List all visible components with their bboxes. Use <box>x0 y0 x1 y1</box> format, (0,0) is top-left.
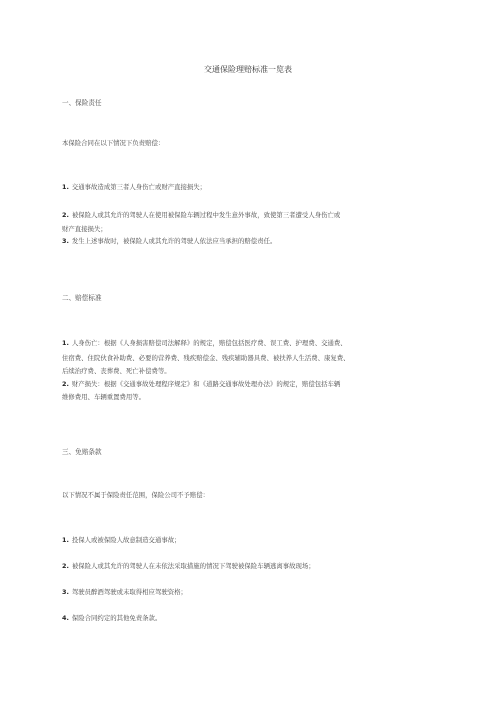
item-text: 被保险人或其允许的驾驶人在未依法采取措施的情况下驾驶被保险车辆逃离事故现场； <box>71 562 315 570</box>
section3-item-3 <box>62 588 187 597</box>
section-heading-3: 三、免赔条款 <box>62 448 102 456</box>
item-number: 1. <box>62 339 69 347</box>
section1-item-2 <box>62 211 340 220</box>
section2-item-2-cont: 维修费用、车辆重置费用等。 <box>62 393 146 401</box>
section3-intro: 以下情况不属于保险责任范围，保险公司不予赔偿： <box>62 491 209 499</box>
item-text: 投保人或被保险人故意制造交通事故； <box>71 536 181 544</box>
item-number: 4. <box>62 614 69 622</box>
item-number: 3. <box>62 237 69 245</box>
section2-item-1-cont-a: 住宿费、住院伙食补助费、必要的营养费、残疾赔偿金、残疾辅助器具费、被扶养人生活费、康复费、 <box>62 354 350 362</box>
item-text: 保险合同约定的其他免责条款。 <box>71 614 162 622</box>
item-text: 被保险人或其允许的驾驶人在使用被保险车辆过程中发生意外事故，致使第三者遭受人身伤亡或 <box>71 211 341 219</box>
item-text: 交通事故造成第三者人身伤亡或财产直接损失； <box>71 183 207 191</box>
section2-item-1-cont-b: 后续治疗费、丧葬费、死亡补偿费等。 <box>62 367 171 375</box>
section1-item-1 <box>62 183 206 192</box>
item-number: 2. <box>62 562 69 570</box>
document-title: 交通保险理赔标准一览表 <box>204 65 292 74</box>
item-number: 3. <box>62 588 69 596</box>
section3-item-4 <box>62 614 161 623</box>
section2-item-2 <box>62 380 340 389</box>
section3-item-1 <box>62 536 181 545</box>
section1-item-2-cont: 财产直接损失； <box>62 225 107 233</box>
section2-item-1 <box>62 339 347 348</box>
item-text: 人身伤亡：根据《人身损害赔偿司法解释》的规定，赔偿包括医疗费、误工费、护理费、交通费、 <box>71 339 347 347</box>
section3-item-2 <box>62 562 315 571</box>
item-text: 财产损失：根据《交通事故处理程序规定》和《道路交通事故处理办法》的规定，赔偿包括车辆 <box>71 380 341 388</box>
item-text: 驾驶员醉酒驾驶或未取得相应驾驶资格； <box>71 588 187 596</box>
section1-intro: 本保险合同在以下情况下负责赔偿： <box>62 139 165 147</box>
section1-item-3 <box>62 237 276 246</box>
section-heading-1: 一、保险责任 <box>62 99 102 107</box>
item-number: 1. <box>62 536 69 544</box>
section-heading-2: 二、赔偿标准 <box>62 294 102 302</box>
item-number: 1. <box>62 183 69 191</box>
item-text: 发生上述事故时，被保险人或其允许的驾驶人依法应当承担的赔偿责任。 <box>71 237 277 245</box>
item-number: 2. <box>62 380 69 388</box>
item-number: 2. <box>62 211 69 219</box>
